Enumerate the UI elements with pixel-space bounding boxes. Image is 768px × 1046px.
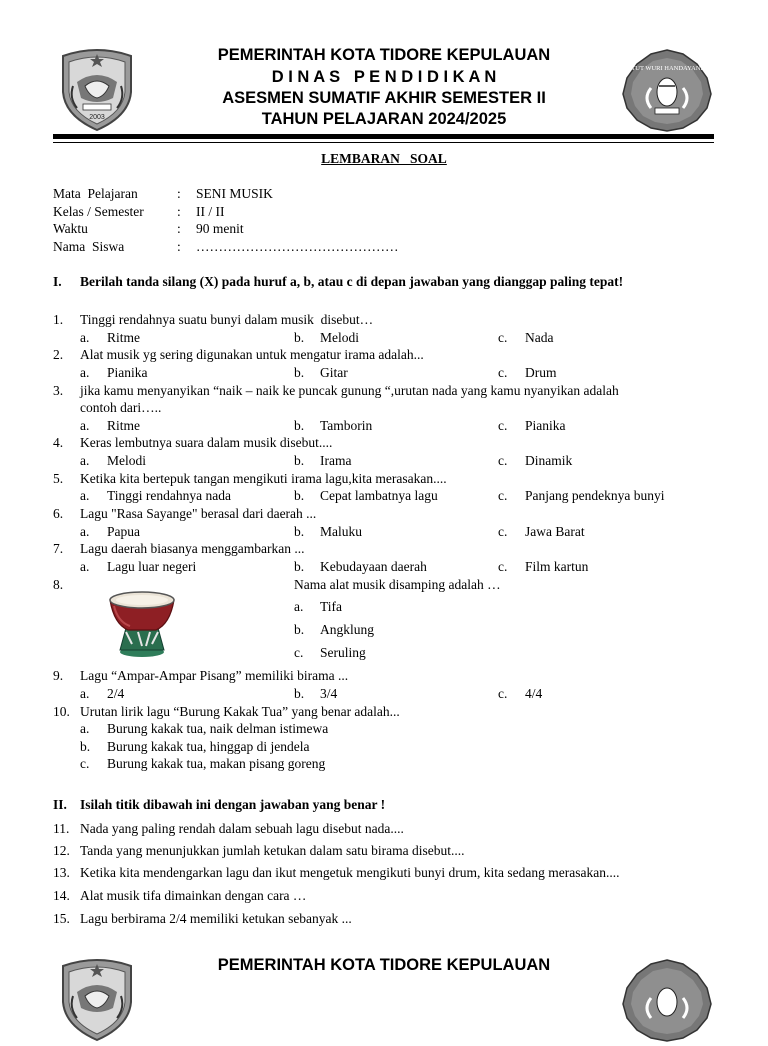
option-text: Maluku (320, 524, 362, 539)
option-text: Gitar (320, 365, 348, 380)
option-text: Ritme (107, 418, 140, 433)
info-value-time: 90 menit (196, 221, 244, 236)
option-text: Cepat lambatnya lagu (320, 488, 438, 503)
option-text: Burung kakak tua, makan pisang goreng (107, 756, 326, 771)
section1-number: I. (53, 274, 62, 289)
essay-question: Ketika kita mendengarkan lagu dan ikut mengetuk mengikuti bunyi drum, kita sedang merasakan.... (80, 865, 620, 880)
option-text: Dinamik (525, 453, 573, 468)
info-value-subject: SENI MUSIK (196, 186, 273, 201)
option-text: Angklung (320, 622, 374, 637)
question-text: Keras lembutnya suara dalam musik disebut.... (80, 435, 333, 450)
section2-number: II. (53, 797, 67, 812)
essay-number: 15. (53, 911, 70, 926)
question-number: 5. (53, 471, 64, 486)
option-letter: a. (80, 524, 90, 539)
option-text: 3/4 (320, 686, 338, 701)
question-text: Nama alat musik disamping adalah … (294, 577, 501, 592)
question-number: 9. (53, 668, 64, 683)
option-letter: b. (80, 739, 91, 754)
option-text: Papua (107, 524, 140, 539)
option-letter: c. (294, 645, 304, 660)
essay-number: 11. (53, 821, 70, 836)
essay-question: Tanda yang menunjukkan jumlah ketukan dalam satu birama disebut.... (80, 843, 465, 858)
option-letter: c. (80, 756, 90, 771)
question-number: 6. (53, 506, 64, 521)
option-letter: c. (498, 524, 508, 539)
option-text: Panjang pendeknya bunyi (525, 488, 665, 503)
info-label-subject: Mata Pelajaran (53, 186, 138, 201)
option-text: Melodi (320, 330, 359, 345)
question-text: Lagu “Ampar-Ampar Pisang” memiliki birama ... (80, 668, 349, 683)
option-text: Irama (320, 453, 352, 468)
option-letter: a. (294, 599, 304, 614)
left-logo-year: 2003 (89, 114, 105, 121)
option-text: Ritme (107, 330, 140, 345)
question-text-continued: contoh dari….. (80, 400, 162, 415)
question-number: 2. (53, 347, 64, 362)
option-letter: b. (294, 524, 305, 539)
essay-number: 13. (53, 865, 70, 880)
right-logo-tut-wuri (621, 958, 713, 1042)
info-colon: : (177, 186, 181, 201)
option-text: Film kartun (525, 559, 589, 574)
essay-question: Lagu berbirama 2/4 memiliki ketukan sebanyak ... (80, 911, 352, 926)
option-text: Burung kakak tua, hinggap di jendela (107, 739, 310, 754)
option-text: Seruling (320, 645, 366, 660)
question-text: jika kamu menyanyikan “naik – naik ke puncak gunung “,urutan nada yang kamu nyanyikan adalah (80, 383, 619, 398)
option-letter: a. (80, 330, 90, 345)
question-text: Alat musik yg sering digunakan untuk mengatur irama adalah... (80, 347, 424, 362)
question-text: Tinggi rendahnya suatu bunyi dalam musik disebut… (80, 312, 374, 327)
option-letter: b. (294, 330, 305, 345)
option-letter: b. (294, 559, 305, 574)
option-letter: c. (498, 453, 508, 468)
essay-number: 14. (53, 888, 70, 903)
option-letter: b. (294, 365, 305, 380)
info-colon: : (177, 221, 181, 236)
option-text: 2/4 (107, 686, 125, 701)
question-number: 10. (53, 704, 70, 719)
option-letter: a. (80, 488, 90, 503)
option-letter: a. (80, 365, 90, 380)
option-text: Tinggi rendahnya nada (107, 488, 231, 503)
option-letter: b. (294, 453, 305, 468)
option-letter: c. (498, 559, 508, 574)
option-letter: b. (294, 418, 305, 433)
option-text: Melodi (107, 453, 146, 468)
option-text: Pianika (525, 418, 566, 433)
question-text: Lagu "Rasa Sayange" berasal dari daerah ... (80, 506, 317, 521)
question-number: 8. (53, 577, 64, 592)
tifa-drum-illustration (104, 588, 180, 658)
option-letter: c. (498, 488, 508, 503)
option-text: Kebudayaan daerah (320, 559, 427, 574)
option-text: Jawa Barat (525, 524, 585, 539)
info-colon: : (177, 239, 181, 254)
option-letter: a. (80, 418, 90, 433)
section1-instruction: Berilah tanda silang (X) pada huruf a, b, atau c di depan jawaban yang dianggap paling tepat! (80, 274, 624, 289)
header-title-department: D I N A S P E N D I D I K A N (271, 68, 497, 86)
option-letter: a. (80, 686, 90, 701)
essay-question: Nada yang paling rendah dalam sebuah lagu disebut nada.... (80, 821, 404, 836)
option-letter: a. (80, 453, 90, 468)
option-text: Nada (525, 330, 554, 345)
header-divider-thick (53, 134, 714, 139)
option-text: Lagu luar negeri (107, 559, 197, 574)
right-logo-motto: TUT WURI HANDAYANI (631, 65, 703, 72)
section2-instruction: Isilah titik dibawah ini dengan jawaban yang benar ! (80, 797, 386, 812)
option-letter: c. (498, 330, 508, 345)
question-number: 1. (53, 312, 64, 327)
option-letter: c. (498, 365, 508, 380)
info-colon: : (177, 204, 181, 219)
option-text: Burung kakak tua, naik delman istimewa (107, 721, 329, 736)
question-text: Lagu daerah biasanya menggambarkan ... (80, 541, 305, 556)
footer-header-title: PEMERINTAH KOTA TIDORE KEPULAUAN (217, 956, 551, 974)
question-number: 4. (53, 435, 64, 450)
info-label-time: Waktu (53, 221, 88, 236)
question-text: Ketika kita bertepuk tangan mengikuti irama lagu,kita merasakan.... (80, 471, 447, 486)
option-text: 4/4 (525, 686, 543, 701)
option-letter: c. (498, 686, 508, 701)
question-number: 3. (53, 383, 64, 398)
header-title-exam: ASESMEN SUMATIF AKHIR SEMESTER II (222, 89, 546, 107)
option-text: Drum (525, 365, 557, 380)
essay-number: 12. (53, 843, 70, 858)
option-letter: a. (80, 559, 90, 574)
option-text: Tifa (320, 599, 343, 614)
essay-question: Alat musik tifa dimainkan dengan cara … (80, 888, 307, 903)
question-number: 7. (53, 541, 64, 556)
option-letter: b. (294, 622, 305, 637)
info-value-name-blank: ……………………………………… (196, 239, 399, 254)
document-title: LEMBARAN SOAL (321, 151, 447, 166)
info-label-class: Kelas / Semester (53, 204, 144, 219)
info-value-class: II / II (196, 204, 225, 219)
option-letter: c. (498, 418, 508, 433)
option-letter: b. (294, 686, 305, 701)
option-letter: b. (294, 488, 305, 503)
header-title-government: PEMERINTAH KOTA TIDORE KEPULAUAN (217, 46, 551, 64)
info-label-name: Nama Siswa (53, 239, 125, 254)
option-text: Pianika (107, 365, 148, 380)
header-divider-thin (53, 142, 714, 143)
question-text: Urutan lirik lagu “Burung Kakak Tua” yang benar adalah... (80, 704, 400, 719)
option-letter: a. (80, 721, 90, 736)
option-text: Tamborin (320, 418, 373, 433)
header-title-year: TAHUN PELAJARAN 2024/2025 (261, 110, 507, 128)
